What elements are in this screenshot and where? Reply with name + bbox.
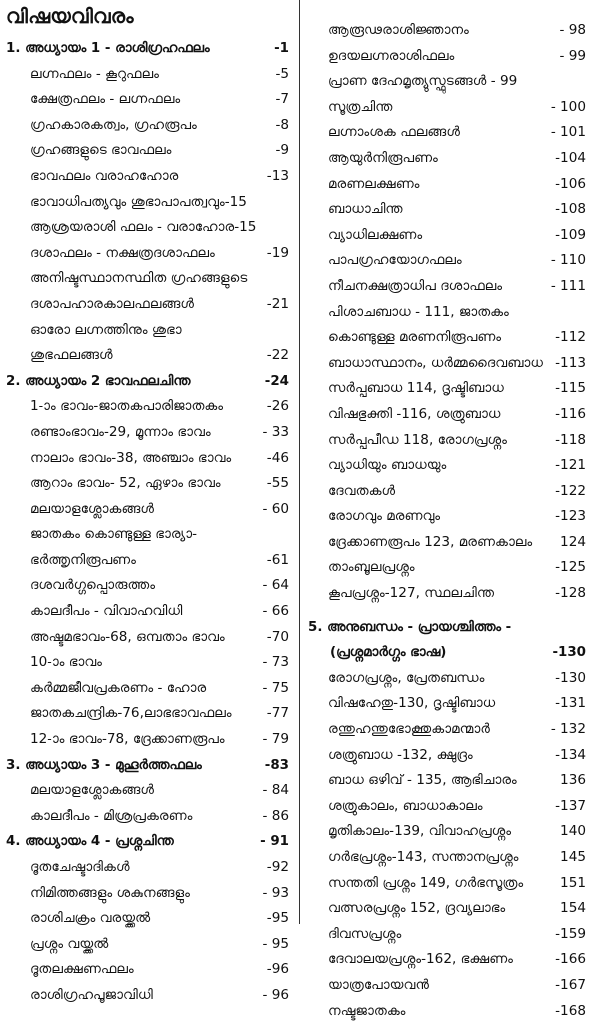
toc-entry-label: വ്യാധിയും ബാധയും bbox=[328, 457, 447, 474]
toc-entry-label: അനിഷ്ടസ്ഥാനസ്ഥിത ഗ്രഹങ്ങളുടെ bbox=[30, 270, 248, 287]
toc-entry bbox=[0, 190, 299, 216]
toc-entry-page-number: -106 bbox=[555, 175, 586, 192]
toc-entry bbox=[0, 855, 299, 881]
toc-entry-label: രന്തുഹന്തുഭോക്തുകാമന്മാർ bbox=[328, 721, 490, 738]
toc-entry bbox=[300, 325, 600, 351]
toc-entry bbox=[0, 113, 299, 139]
toc-entry-label: 3. അധ്യായം 3 - മുഹൂർത്തഫലം bbox=[6, 757, 202, 773]
toc-entry bbox=[300, 402, 600, 428]
toc-entry bbox=[0, 522, 299, 548]
toc-entry-label: വ്യാധിലക്ഷണം bbox=[328, 226, 423, 243]
toc-entry-label: (പ്രശ്നമാർഗ്ഗം ഭാഷ) bbox=[330, 645, 447, 661]
toc-chapter-heading bbox=[0, 753, 299, 779]
toc-entry-page-number: - 111 bbox=[550, 277, 586, 294]
toc-entry bbox=[300, 819, 600, 845]
toc-entry-label: ലഗ്നഫലം - കൂറുഫലം bbox=[30, 65, 159, 82]
toc-entry-label: ഭാവാധിപത്യവും ശുഭാപാപത്വവും-15 bbox=[30, 193, 247, 210]
toc-entry-page-number: -95 bbox=[266, 910, 289, 927]
toc-entry-label: വിഷഹേതു-130, ദൃഷ്ടിബാധ bbox=[328, 695, 496, 712]
toc-chapter-heading bbox=[0, 36, 299, 62]
toc-chapter-heading bbox=[300, 640, 600, 666]
toc-entry-label: നിമിത്തങ്ങളും ശകുനങ്ങളും bbox=[30, 884, 190, 901]
toc-entry bbox=[0, 420, 299, 446]
toc-entry bbox=[0, 599, 299, 625]
toc-entry-label: കാലദീപം - മിശ്രപ്രകരണം bbox=[30, 807, 193, 824]
toc-entry-page-number: -118 bbox=[555, 431, 586, 448]
toc-entry-page-number: 151 bbox=[560, 874, 586, 891]
toc-entry-label: ഭാവഫലം വരാഹഹോര bbox=[30, 167, 179, 184]
toc-entry-label: 5. അനുബന്ധം - പ്രായശ്ചിത്തം - bbox=[308, 619, 512, 635]
toc-entry bbox=[0, 446, 299, 472]
toc-entry-label: ദശവർഗ്ഗപ്പൊരുത്തം bbox=[30, 577, 156, 594]
toc-entry bbox=[300, 845, 600, 871]
toc-entry bbox=[300, 18, 600, 44]
toc-entry-page-number: -121 bbox=[555, 457, 586, 474]
toc-entry-label: കൊണ്ടുള്ള മരണനിരൂപണം bbox=[328, 329, 502, 346]
toc-entry-label: ഓരോ ലഗ്നത്തിനും ശുഭാ bbox=[30, 321, 182, 338]
toc-entry bbox=[300, 871, 600, 897]
toc-entry bbox=[300, 973, 600, 999]
toc-entry-label: ഗർഭപ്രശ്നം-143, സന്താനപ്രശ്നം bbox=[328, 849, 519, 865]
toc-entry-page-number: -61 bbox=[266, 551, 289, 568]
toc-entry-label: ദൂതലക്ഷണഫലം bbox=[30, 961, 134, 978]
toc-entry bbox=[0, 932, 299, 958]
toc-entry-page-number: 136 bbox=[560, 772, 586, 789]
toc-entry bbox=[0, 62, 299, 88]
toc-entry-page-number: -128 bbox=[555, 585, 586, 602]
toc-entry-label: ദേവാലയപ്രശ്നം-162, ഭക്ഷണം bbox=[328, 951, 513, 968]
toc-entry bbox=[0, 471, 299, 497]
toc-entry-page-number: - 86 bbox=[262, 807, 289, 824]
toc-entry bbox=[300, 69, 600, 95]
toc-entry-label: ഭർത്തൃനിരൂപണം bbox=[30, 551, 136, 568]
toc-entry-page-number: -130 bbox=[555, 669, 586, 686]
toc-entry bbox=[300, 120, 600, 146]
toc-entry bbox=[300, 146, 600, 172]
toc-entry-label: ശത്രുബാധ -132, ക്ഷുദ്രം bbox=[328, 746, 473, 763]
toc-entry-page-number: -26 bbox=[266, 398, 289, 415]
toc-entry-page-number: - 73 bbox=[262, 654, 289, 671]
toc-entry-page-number: -122 bbox=[555, 482, 586, 499]
toc-entry-page-number: -22 bbox=[266, 347, 289, 364]
toc-entry-label: 2. അധ്യായം 2 ഭാവഫലചിന്ത bbox=[6, 373, 191, 389]
toc-entry-page-number: -113 bbox=[555, 354, 586, 371]
toc-entry-label: ദേവതകൾ bbox=[328, 482, 396, 499]
toc-entry bbox=[0, 625, 299, 651]
toc-entry-page-number: -19 bbox=[266, 244, 289, 261]
toc-entry-label: ബാധാസ്ഥാനം, ധർമ്മദൈവബാധ bbox=[328, 354, 544, 371]
toc-entry-page-number: 140 bbox=[560, 823, 586, 840]
toc-chapter-heading bbox=[300, 615, 600, 641]
toc-entry-label: യാത്രപോയവൻ bbox=[328, 976, 429, 993]
toc-entry bbox=[300, 922, 600, 948]
toc-entry-page-number: -96 bbox=[266, 961, 289, 978]
toc-entry-label: ആശ്രയരാശി ഫലം - വരാഹോര-15 bbox=[30, 219, 257, 236]
toc-entry bbox=[300, 691, 600, 717]
toc-entry-label: ദശാപഹാരകാലഫലങ്ങൾ bbox=[30, 295, 195, 312]
toc-entry-page-number: - 95 bbox=[262, 935, 289, 952]
toc-left-column bbox=[0, 36, 299, 1009]
toc-entry-page-number: -137 bbox=[555, 797, 586, 814]
toc-entry-page-number: -55 bbox=[266, 475, 289, 492]
toc-entry-label: മരണലക്ഷണം bbox=[328, 175, 420, 192]
toc-entry bbox=[0, 804, 299, 830]
toc-entry-label: പ്രശ്നം വയ്ക്കൽ bbox=[30, 935, 109, 952]
toc-entry bbox=[0, 957, 299, 983]
toc-entry-page-number: -92 bbox=[266, 859, 289, 875]
toc-entry-label: അഷ്ടമഭാവം-68, ഒമ്പതാം ഭാവം bbox=[30, 628, 225, 645]
toc-entry-page-number: -21 bbox=[266, 295, 289, 312]
toc-entry-label: മൃതികാലം-139, വിവാഹപ്രശ്നം bbox=[328, 823, 512, 840]
toc-entry-page-number: -108 bbox=[555, 201, 586, 218]
toc-entry bbox=[0, 164, 299, 190]
toc-entry-label: നീചനക്ഷത്രാധിപ ദശാഫലം bbox=[328, 277, 503, 294]
toc-entry bbox=[300, 768, 600, 794]
toc-entry bbox=[300, 44, 600, 70]
toc-entry bbox=[300, 717, 600, 743]
toc-entry-page-number: -77 bbox=[266, 705, 289, 722]
toc-entry-label: ദൂതചേഷ്ടാദികൾ bbox=[30, 859, 130, 875]
toc-entry bbox=[300, 223, 600, 249]
toc-entry bbox=[0, 727, 299, 753]
toc-entry-page-number: - 60 bbox=[262, 500, 289, 517]
toc-entry-label: ജാതകം കൊണ്ടുള്ള ഭാര്യാ- bbox=[30, 526, 198, 543]
toc-entry-label: ദ്രേക്കാണരൂപം 123, മരണകാലം bbox=[328, 533, 533, 550]
page-title: വിഷയവിവരം bbox=[6, 4, 134, 28]
toc-entry bbox=[300, 453, 600, 479]
toc-entry-label: വത്സരപ്രശ്നം 152, ദ്രവ്യലാഭം bbox=[328, 900, 506, 917]
toc-entry bbox=[0, 778, 299, 804]
toc-entry-page-number: -83 bbox=[264, 757, 289, 773]
toc-entry-page-number: - 132 bbox=[550, 721, 586, 738]
toc-entry-page-number: -112 bbox=[555, 329, 586, 346]
toc-entry-label: ഗ്രഹങ്ങളുടെ ഭാവഫലം bbox=[30, 142, 172, 159]
toc-entry bbox=[300, 376, 600, 402]
toc-entry bbox=[0, 266, 299, 292]
toc-entry-page-number: -5 bbox=[275, 65, 289, 82]
toc-entry-page-number: - 100 bbox=[550, 98, 586, 115]
toc-entry-label: ലഗ്നാംശക ഫലങ്ങൾ bbox=[328, 124, 460, 141]
toc-entry-label: രാശിചക്രം വരയ്ക്കൽ bbox=[30, 910, 151, 927]
toc-entry bbox=[0, 548, 299, 574]
toc-entry-page-number: 124 bbox=[560, 533, 586, 550]
toc-entry-label: ബാധ ഒഴിവ് - 135, ആഭിചാരം bbox=[328, 772, 517, 789]
toc-entry-label: നാലാം ഭാവം-38, അഞ്ചാം ഭാവം bbox=[30, 449, 232, 466]
toc-entry bbox=[300, 504, 600, 530]
toc-entry-label: മലയാളശ്ലോകങ്ങൾ bbox=[30, 500, 155, 517]
toc-entry-page-number: - 93 bbox=[262, 884, 289, 901]
toc-entry-page-number: - 66 bbox=[262, 603, 289, 620]
toc-entry-label: കർമ്മജീവപ്രകരണം - ഹോര bbox=[30, 679, 207, 696]
toc-entry-label: 4. അധ്യായം 4 - പ്രശ്നചിന്ത bbox=[6, 834, 174, 850]
toc-entry-label: ജാതകചന്ദ്രിക-76,ലാഭഭാവഫലം bbox=[30, 705, 232, 722]
toc-entry-label: രണ്ടാംഭാവം-29, മൂന്നാം ഭാവം bbox=[30, 423, 211, 440]
toc-entry-label: പ്രാണ ദേഹമൃത്യുസ്ഫുടങ്ങൾ - 99 bbox=[328, 73, 518, 90]
toc-entry-page-number: - 98 bbox=[559, 22, 586, 38]
toc-entry bbox=[0, 906, 299, 932]
toc-entry bbox=[0, 138, 299, 164]
toc-entry bbox=[0, 497, 299, 523]
toc-entry bbox=[300, 666, 600, 692]
toc-entry bbox=[0, 343, 299, 369]
toc-entry-label: 1. അധ്യായം 1 - രാശിഗ്രഹഫലം bbox=[6, 41, 210, 56]
toc-entry-page-number: -1 bbox=[274, 41, 289, 56]
toc-entry-page-number: -109 bbox=[555, 226, 586, 243]
toc-entry bbox=[0, 701, 299, 727]
toc-entry-label: മലയാളശ്ലോകങ്ങൾ bbox=[30, 782, 155, 799]
toc-entry-page-number: 154 bbox=[560, 900, 586, 917]
toc-entry bbox=[0, 318, 299, 344]
toc-entry-label: പാപഗ്രഹയോഗഫലം bbox=[328, 252, 462, 269]
toc-entry bbox=[0, 676, 299, 702]
toc-entry-page-number: - 64 bbox=[262, 577, 289, 594]
toc-entry bbox=[0, 394, 299, 420]
toc-entry-page-number: -123 bbox=[555, 508, 586, 525]
toc-entry-page-number: -46 bbox=[266, 449, 289, 466]
toc-entry-page-number: -7 bbox=[275, 91, 289, 108]
toc-entry bbox=[300, 248, 600, 274]
toc-right-column bbox=[300, 18, 600, 1024]
toc-entry-page-number: - 75 bbox=[262, 679, 289, 696]
toc-entry-page-number: -159 bbox=[555, 925, 586, 942]
toc-entry bbox=[300, 555, 600, 581]
toc-entry-label: ക്ഷേത്രഫലം - ലഗ്നഫലം bbox=[30, 91, 181, 108]
toc-entry-label: പിശാചബാധ - 111, ജാതകം bbox=[328, 303, 509, 320]
toc-entry-page-number: - 110 bbox=[550, 252, 586, 269]
toc-entry-label: സർപ്പപീഡ 118, രോഗപ്രശ്നം bbox=[328, 431, 507, 448]
toc-entry bbox=[300, 172, 600, 198]
toc-entry-page-number: - 91 bbox=[260, 834, 289, 850]
toc-entry-page-number: -24 bbox=[264, 373, 289, 389]
toc-entry bbox=[0, 215, 299, 241]
toc-entry bbox=[0, 573, 299, 599]
toc-entry-label: രോഗപ്രശ്നം, പ്രേതബന്ധം bbox=[328, 669, 485, 686]
toc-entry bbox=[300, 95, 600, 121]
toc-entry-page-number: - 33 bbox=[262, 423, 289, 440]
toc-entry bbox=[300, 794, 600, 820]
toc-entry-page-number: -167 bbox=[555, 976, 586, 993]
toc-entry-label: ദിവസപ്രശ്നം bbox=[328, 925, 402, 942]
toc-entry bbox=[0, 983, 299, 1009]
toc-entry-page-number: - 96 bbox=[262, 986, 289, 1003]
toc-entry-label: 1-ാം ഭാവം-ജാതകപാരിജാതകം bbox=[30, 398, 224, 415]
toc-right-column-part-a bbox=[300, 18, 600, 607]
toc-entry-page-number: -13 bbox=[266, 167, 289, 184]
toc-entry bbox=[0, 87, 299, 113]
toc-entry-page-number: - 99 bbox=[559, 47, 586, 64]
toc-entry bbox=[300, 351, 600, 377]
toc-entry bbox=[300, 479, 600, 505]
toc-entry-label: സൂത്രചിന്ത bbox=[328, 98, 393, 115]
toc-entry-page-number: 145 bbox=[560, 849, 586, 865]
toc-entry-page-number: -9 bbox=[275, 142, 289, 159]
toc-entry-label: സന്തതി പ്രശ്നം 149, ഗർഭസൂത്രം bbox=[328, 874, 524, 891]
toc-entry-page-number: - 84 bbox=[262, 782, 289, 799]
toc-entry bbox=[0, 292, 299, 318]
toc-entry bbox=[300, 999, 600, 1024]
toc-entry-label: 12-ാം ഭാവം-78, ദ്രേക്കാണരൂപം bbox=[30, 731, 225, 748]
toc-entry bbox=[300, 947, 600, 973]
toc-chapter-heading bbox=[0, 369, 299, 395]
toc-entry-page-number: -116 bbox=[555, 405, 586, 422]
toc-entry-label: ബാധാചിന്ത bbox=[328, 201, 403, 218]
toc-entry-page-number: -70 bbox=[266, 628, 289, 645]
toc-entry-label: ആയുർനിരൂപണം bbox=[328, 149, 438, 166]
toc-entry-label: കാലദീപം - വിവാഹവിധി bbox=[30, 603, 183, 620]
toc-chapter-heading bbox=[0, 829, 299, 855]
toc-entry-page-number: -125 bbox=[555, 559, 586, 576]
toc-entry-page-number: -134 bbox=[555, 746, 586, 763]
toc-entry bbox=[300, 428, 600, 454]
toc-entry-page-number: -115 bbox=[555, 380, 586, 397]
toc-entry bbox=[300, 581, 600, 607]
toc-entry-label: ആരൂഢരാശിജ്ഞാനം bbox=[328, 22, 469, 38]
toc-entry bbox=[0, 241, 299, 267]
toc-entry-label: രാശിഗ്രഹപൂജാവിധി bbox=[30, 986, 153, 1003]
toc-entry-page-number: -130 bbox=[552, 645, 586, 661]
toc-entry-label: കൂപപ്രശ്നം-127, സ്ഥലചിന്ത bbox=[328, 585, 495, 602]
toc-entry-page-number: -168 bbox=[555, 1002, 586, 1019]
toc-entry-page-number: -166 bbox=[555, 951, 586, 968]
toc-entry-label: രോഗവും മരണവും bbox=[328, 508, 441, 525]
toc-entry-label: ആറാം ഭാവം- 52, ഏഴാം ഭാവം bbox=[30, 475, 221, 492]
toc-entry-label: 10-ാം ഭാവം bbox=[30, 654, 102, 671]
toc-entry bbox=[300, 530, 600, 556]
toc-entry bbox=[0, 881, 299, 907]
toc-entry-label: വിഷഭുക്തി -116, ശത്രുബാധ bbox=[328, 405, 501, 422]
toc-entry bbox=[300, 743, 600, 769]
toc-entry bbox=[300, 300, 600, 326]
toc-entry-page-number: -131 bbox=[555, 695, 586, 712]
toc-entry-label: ദശാഫലം - നക്ഷത്രദശാഫലം bbox=[30, 244, 215, 261]
toc-entry-page-number: -104 bbox=[555, 149, 586, 166]
toc-entry-label: ശത്രുകാലം, ബാധാകാലം bbox=[328, 797, 483, 814]
toc-right-column-part-b bbox=[300, 615, 600, 1024]
toc-entry-page-number: - 79 bbox=[262, 731, 289, 748]
toc-entry bbox=[300, 274, 600, 300]
toc-entry-page-number: -8 bbox=[275, 116, 289, 133]
toc-entry bbox=[300, 896, 600, 922]
toc-entry-label: ഉദയലഗ്നരാശിഫലം bbox=[328, 47, 455, 64]
toc-entry-label: താംബൂലപ്രശ്നം bbox=[328, 559, 415, 576]
toc-entry-label: സർപ്പബാധ 114, ദൃഷ്ടിബാധ bbox=[328, 380, 504, 397]
toc-entry-label: ഗ്രഹകാരകത്വം, ഗ്രഹരൂപം bbox=[30, 116, 197, 133]
toc-entry bbox=[300, 197, 600, 223]
toc-entry-page-number: - 101 bbox=[550, 124, 586, 141]
section-gap bbox=[300, 607, 600, 615]
toc-entry bbox=[0, 650, 299, 676]
toc-entry-label: ശുഭഫലങ്ങൾ bbox=[30, 347, 113, 364]
toc-entry-label: നഷ്ടജാതകം bbox=[328, 1002, 406, 1019]
